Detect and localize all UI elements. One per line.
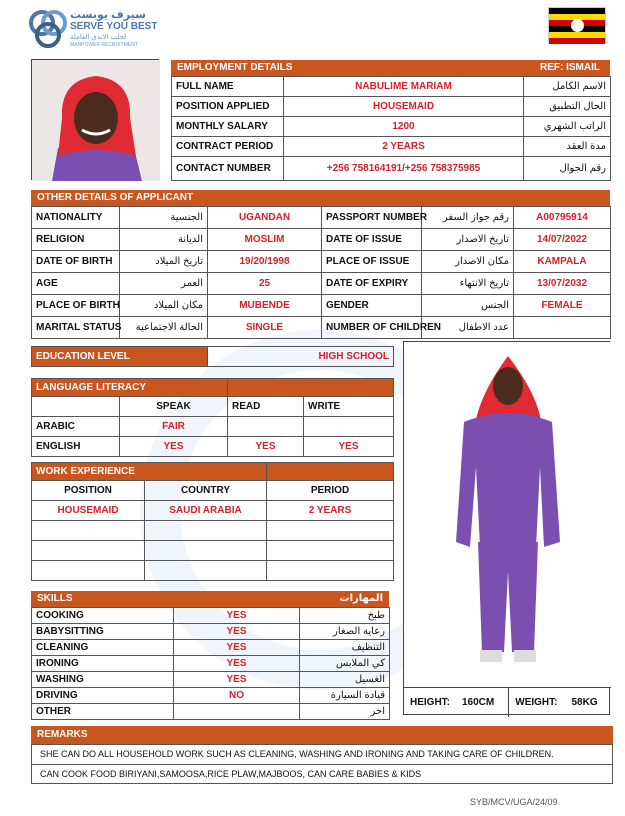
- footer-code: SYB/MCV/UGA/24/09: [470, 797, 558, 807]
- work-col-country: COUNTRY: [145, 481, 267, 501]
- skill-label-ar: التنظيف: [300, 640, 390, 656]
- remarks-line: CAN COOK FOOD BIRIYANI,SAMOOSA,RICE PLAW,MAJBOOS, CAN CARE BABIES & KIDS: [31, 764, 613, 784]
- empty-cell: [267, 521, 394, 541]
- detail-label: DATE OF BIRTH: [32, 251, 120, 273]
- work-position: HOUSEMAID: [32, 501, 145, 521]
- language-section: [31, 378, 393, 457]
- empty-cell: [32, 521, 145, 541]
- employment-value: HOUSEMAID: [284, 97, 524, 117]
- detail-value: 14/07/2022: [514, 229, 611, 251]
- detail-label-ar: تاريخ الميلاد: [120, 251, 208, 273]
- table-row: [32, 463, 394, 481]
- height-label: HEIGHT:: [410, 696, 450, 708]
- employment-label-ar: رقم الجوال: [524, 157, 611, 181]
- table-row: [32, 295, 611, 317]
- detail-value: A00795914: [514, 207, 611, 229]
- employment-label-ar: الاسم الكامل: [524, 77, 611, 97]
- detail-label: DATE OF ISSUE: [322, 229, 422, 251]
- table-row: [172, 97, 611, 117]
- empty-cell: [145, 521, 267, 541]
- logo-name: SERVE YOU BEST: [70, 21, 158, 32]
- detail-label: PLACE OF BIRTH: [32, 295, 120, 317]
- language-col-blank: [32, 397, 120, 417]
- remarks-section: [31, 726, 613, 784]
- employment-label: MONTHLY SALARY: [172, 117, 284, 137]
- ref-label: REF: ISMAIL: [540, 62, 600, 73]
- detail-label-ar: العمر: [120, 273, 208, 295]
- employment-details-section: [171, 60, 610, 181]
- skill-label: COOKING: [32, 608, 174, 624]
- detail-value: 19/20/1998: [208, 251, 322, 273]
- empty-cell: [145, 541, 267, 561]
- detail-label-ar: الجنسية: [120, 207, 208, 229]
- work-col-position: POSITION: [32, 481, 145, 501]
- detail-label-ar: الحالة الاجتماعية: [120, 317, 208, 339]
- skill-label: IRONING: [32, 656, 174, 672]
- table-row: [172, 117, 611, 137]
- language-name: ARABIC: [32, 417, 120, 437]
- table-row: [32, 207, 611, 229]
- detail-value: MOSLIM: [208, 229, 322, 251]
- employment-label: CONTRACT PERIOD: [172, 137, 284, 157]
- other-details-header: OTHER DETAILS OF APPLICANT: [31, 190, 610, 206]
- language-col-read: READ: [228, 397, 304, 417]
- empty-cell: [145, 561, 267, 581]
- table-row: [32, 704, 390, 720]
- table-row: [32, 561, 394, 581]
- employment-label-ar: الراتب الشهري: [524, 117, 611, 137]
- skill-value: YES: [174, 672, 300, 688]
- skills-title: SKILLS: [37, 593, 73, 604]
- language-write: [304, 417, 394, 437]
- work-header-fill: [267, 463, 394, 481]
- skill-label-ar: اخر: [300, 704, 390, 720]
- uganda-flag: [548, 7, 606, 43]
- table-row: [32, 608, 390, 624]
- education-label: EDUCATION LEVEL: [32, 347, 208, 367]
- work-period: 2 YEARS: [267, 501, 394, 521]
- table-row: [32, 379, 394, 397]
- table-row: [172, 77, 611, 97]
- employment-value: 1200: [284, 117, 524, 137]
- language-header: LANGUAGE LITERACY: [32, 379, 228, 397]
- table-row: [32, 273, 611, 295]
- work-country: SAUDI ARABIA: [145, 501, 267, 521]
- table-row: [32, 317, 611, 339]
- skill-value: YES: [174, 640, 300, 656]
- language-col-speak: SPEAK: [120, 397, 228, 417]
- table-row: [172, 157, 611, 181]
- applicant-portrait: [31, 59, 159, 180]
- logo-arabic: سيرف يوبست: [70, 9, 146, 21]
- employment-value: 2 YEARS: [284, 137, 524, 157]
- other-details-table: [31, 206, 611, 339]
- skill-label: WASHING: [32, 672, 174, 688]
- employment-label: POSITION APPLIED: [172, 97, 284, 117]
- table-row: [32, 229, 611, 251]
- skill-label: BABYSITTING: [32, 624, 174, 640]
- detail-label: NATIONALITY: [32, 207, 120, 229]
- empty-cell: [267, 561, 394, 581]
- remarks-line: SHE CAN DO ALL HOUSEHOLD WORK SUCH AS CLEANING, WASHING AND IRONING AND TAKING CARE OF CHILDREN.: [31, 744, 613, 764]
- skill-label-ar: الغسيل: [300, 672, 390, 688]
- skills-section: [31, 591, 389, 720]
- work-table: [31, 462, 394, 581]
- language-write: YES: [304, 437, 394, 457]
- table-row: [32, 541, 394, 561]
- detail-label: GENDER: [322, 295, 422, 317]
- language-table: [31, 378, 394, 457]
- detail-label: MARITAL STATUS: [32, 317, 120, 339]
- detail-value: [514, 317, 611, 339]
- table-row: [32, 437, 394, 457]
- employment-label: CONTACT NUMBER: [172, 157, 284, 181]
- table-row: [32, 501, 394, 521]
- table-row: [32, 688, 390, 704]
- logo-sub-en: MANPOWER RECRUITMENT: [70, 42, 138, 48]
- table-row: [32, 656, 390, 672]
- language-read: YES: [228, 437, 304, 457]
- height-value: 160CM: [462, 696, 495, 708]
- skill-value: YES: [174, 624, 300, 640]
- detail-value: MUBENDE: [208, 295, 322, 317]
- education-table: [31, 346, 394, 367]
- employment-title: EMPLOYMENT DETAILS: [177, 62, 293, 73]
- detail-label-ar: مكان الميلاد: [120, 295, 208, 317]
- language-read: [228, 417, 304, 437]
- other-details-section: [31, 190, 610, 339]
- applicant-full-photo: [403, 341, 610, 715]
- language-col-write: WRITE: [304, 397, 394, 417]
- skill-label-ar: طبخ: [300, 608, 390, 624]
- employment-header: [171, 60, 610, 76]
- skill-label-ar: رعاية الصغار: [300, 624, 390, 640]
- table-row: [32, 417, 394, 437]
- skills-table: [31, 607, 390, 720]
- logo-icon: [28, 8, 68, 50]
- skill-label: CLEANING: [32, 640, 174, 656]
- skill-value: YES: [174, 656, 300, 672]
- empty-cell: [32, 541, 145, 561]
- work-col-period: PERIOD: [267, 481, 394, 501]
- detail-value: 13/07/2032: [514, 273, 611, 295]
- employment-table: [171, 76, 611, 181]
- weight-label: WEIGHT:: [508, 688, 557, 717]
- detail-label: DATE OF EXPIRY: [322, 273, 422, 295]
- employment-value: NABULIME MARIAM: [284, 77, 524, 97]
- employment-label-ar: مدة العقد: [524, 137, 611, 157]
- table-row: [172, 137, 611, 157]
- employment-value: +256 758164191/+256 758375985: [284, 157, 524, 181]
- table-row: [32, 672, 390, 688]
- work-header: WORK EXPERIENCE: [32, 463, 267, 481]
- empty-cell: [32, 561, 145, 581]
- company-logo: [28, 8, 178, 52]
- table-row: [32, 640, 390, 656]
- detail-value: UGANDAN: [208, 207, 322, 229]
- detail-label: PASSPORT NUMBER: [322, 207, 422, 229]
- physical-stats: [404, 687, 611, 716]
- remarks-header: REMARKS: [31, 726, 613, 744]
- detail-value: 25: [208, 273, 322, 295]
- detail-label-ar: مكان الاصدار: [422, 251, 514, 273]
- empty-cell: [267, 541, 394, 561]
- detail-label-ar: الديانة: [120, 229, 208, 251]
- work-experience-section: [31, 462, 393, 581]
- detail-value: FEMALE: [514, 295, 611, 317]
- skill-label-ar: قيادة السيارة: [300, 688, 390, 704]
- table-row: [32, 251, 611, 273]
- detail-value: KAMPALA: [514, 251, 611, 273]
- detail-label: RELIGION: [32, 229, 120, 251]
- detail-value: SINGLE: [208, 317, 322, 339]
- skill-value: YES: [174, 608, 300, 624]
- table-row: [32, 624, 390, 640]
- table-row: [32, 347, 394, 367]
- detail-label-ar: تاريخ الانتهاء: [422, 273, 514, 295]
- language-name: ENGLISH: [32, 437, 120, 457]
- education-section: [31, 346, 393, 367]
- table-row: [32, 397, 394, 417]
- skill-label: OTHER: [32, 704, 174, 720]
- weight-value: 58KG: [571, 696, 598, 708]
- employment-label-ar: الحال التطبيق: [524, 97, 611, 117]
- skills-title-ar: المهارات: [339, 593, 383, 604]
- skill-value: [174, 704, 300, 720]
- detail-label: AGE: [32, 273, 120, 295]
- detail-label: PLACE OF ISSUE: [322, 251, 422, 273]
- table-row: [32, 481, 394, 501]
- detail-label-ar: تاريخ الاصدار: [422, 229, 514, 251]
- language-speak: YES: [120, 437, 228, 457]
- detail-label: NUMBER OF CHILDREN: [322, 317, 422, 339]
- education-value: HIGH SCHOOL: [208, 347, 394, 367]
- detail-label-ar: رقم جواز السفر: [422, 207, 514, 229]
- employment-label: FULL NAME: [172, 77, 284, 97]
- skills-header: [31, 591, 389, 607]
- detail-label-ar: عدد الاطفال: [422, 317, 514, 339]
- table-row: [32, 521, 394, 541]
- skill-value: NO: [174, 688, 300, 704]
- skill-label: DRIVING: [32, 688, 174, 704]
- skill-label-ar: كي الملابس: [300, 656, 390, 672]
- detail-label-ar: الجنس: [422, 295, 514, 317]
- language-header-fill: [228, 379, 394, 397]
- language-speak: FAIR: [120, 417, 228, 437]
- logo-sub-ar: لجلب الايدي العاملة: [70, 34, 127, 41]
